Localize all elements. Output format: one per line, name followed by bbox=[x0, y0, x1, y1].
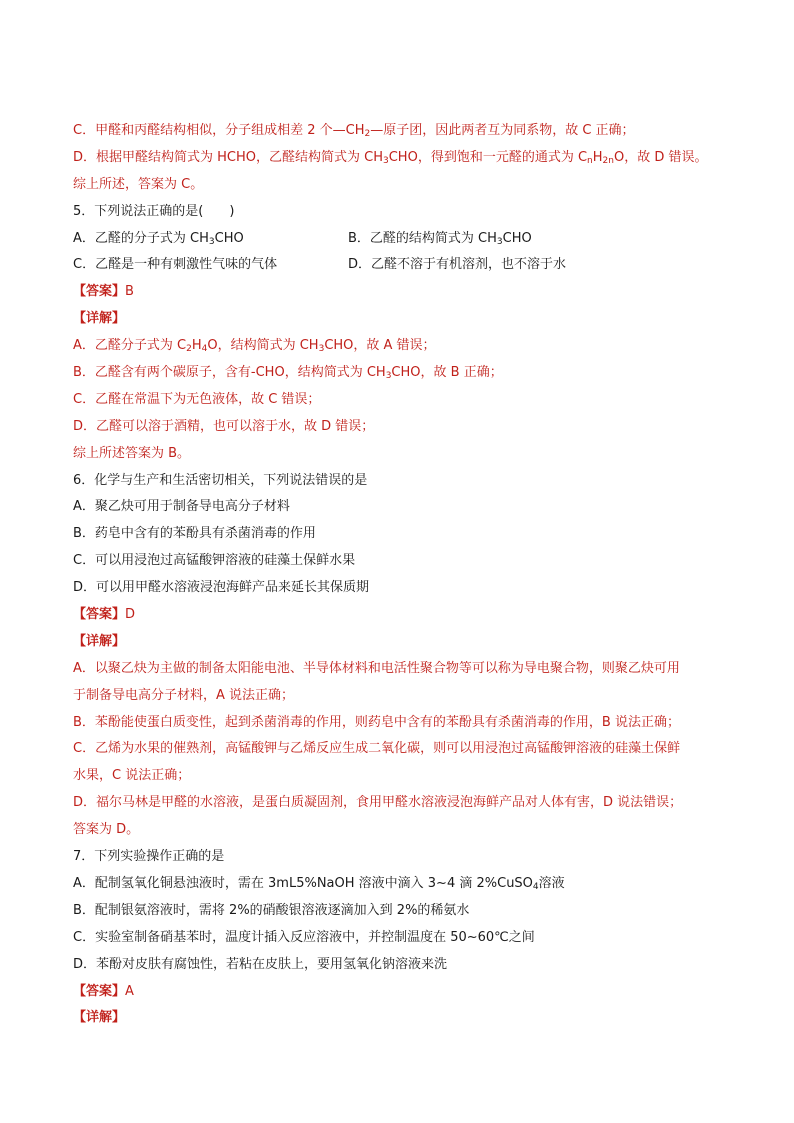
q7-answer: 【答案】A bbox=[73, 983, 134, 999]
q6-option-b: B．药皂中含有的苯酚具有杀菌消毒的作用 bbox=[73, 526, 316, 542]
q6-explanation-c-line-2: 水果，C 说法正确； bbox=[73, 768, 191, 784]
q6-explanation-a-line-2: 于制备导电高分子材料，A 说法正确； bbox=[73, 687, 295, 703]
document-page bbox=[73, 118, 733, 1032]
q6-option-a: A．聚乙炔可用于制备导电高分子材料 bbox=[73, 499, 290, 515]
q7-option-c: C．实验室制备硝基苯时，温度计插入反应溶液中，并控制温度在 50~60℃之间 bbox=[73, 929, 535, 945]
q5-option-d: D．乙醛不溶于有机溶剂，也不溶于水 bbox=[348, 257, 567, 273]
q5-option-b: B．乙醛的结构简式为 $CH_3CHO$ bbox=[348, 230, 532, 247]
q5-explanation-a: A．乙醛分子式为 $C_2H_4O$，结构简式为 $CH_3CHO$，故 A 错误； bbox=[73, 338, 436, 355]
q5-options-row-2 bbox=[73, 252, 733, 279]
q5-explanation-d: D．乙醛可以溶于酒精，也可以溶于水，故 D 错误； bbox=[73, 418, 375, 434]
prev-explanation-c: C．甲醛和丙醛结构相似，分子组成相差 2 个$—CH_2—$原子团，因此两者互为同系物，故 C 正确； bbox=[73, 123, 635, 139]
q5-summary: 综上所述答案为 B。 bbox=[73, 445, 191, 461]
q7-option-b: B．配制银氨溶液时，需将 2%的硝酸银溶液逐滴加入到 2%的稀氨水 bbox=[73, 902, 470, 918]
q5-stem: 5．下列说法正确的是( ) bbox=[73, 203, 235, 219]
q5-explanation-c: C．乙醛在常温下为无色液体，故 C 错误； bbox=[73, 391, 321, 407]
q6-stem: 6．化学与生产和生活密切相关，下列说法错误的是 bbox=[73, 472, 368, 488]
q5-option-c: C．乙醛是一种有刺激性气味的气体 bbox=[73, 257, 278, 273]
q6-detail-heading: 【详解】 bbox=[73, 633, 126, 649]
q6-explanation-d: D．福尔马林是甲醛的水溶液，是蛋白质凝固剂，食用甲醛水溶液浸泡海鲜产品对人体有害，D 说法错误； bbox=[73, 795, 683, 811]
q6-option-c: C．可以用浸泡过高锰酸钾溶液的硅藻土保鲜水果 bbox=[73, 553, 356, 569]
q5-options-row-1 bbox=[73, 226, 733, 253]
q6-option-d: D．可以用甲醛水溶液浸泡海鲜产品来延长其保质期 bbox=[73, 580, 370, 596]
prev-explanation-d: D．根据甲醛结构简式为 HCHO，乙醛结构简式为 $CH_3CHO$，得到饱和一元醛的通式为 $C_nH_{2n}O$，故 D 错误。 bbox=[73, 149, 708, 166]
q6-summary: 答案为 D。 bbox=[73, 822, 140, 838]
q5-answer: 【答案】B bbox=[73, 284, 134, 300]
q7-stem: 7．下列实验操作正确的是 bbox=[73, 849, 225, 865]
q7-option-d: D．苯酚对皮肤有腐蚀性，若粘在皮肤上，要用氢氧化钠溶液来洗 bbox=[73, 956, 448, 972]
q5-explanation-b: B．乙醛含有两个碳原子，含有-CHO，结构简式为 $CH_3CHO$，故 B 正确； bbox=[73, 365, 503, 382]
q5-detail-heading: 【详解】 bbox=[73, 311, 126, 327]
q6-explanation-c-line-1: C．乙烯为水果的催熟剂，高锰酸钾与乙烯反应生成二氧化碳，则可以用浸泡过高锰酸钾溶液的硅藻土保鲜 bbox=[73, 741, 681, 757]
q5-option-a: A．乙醛的分子式为 $CH_3CHO$ bbox=[73, 230, 244, 247]
q6-explanation-b: B．苯酚能使蛋白质变性，起到杀菌消毒的作用，则药皂中含有的苯酚具有杀菌消毒的作用，B 说法正确； bbox=[73, 714, 680, 730]
q6-answer: 【答案】D bbox=[73, 607, 136, 623]
prev-summary: 综上所述，答案为 C。 bbox=[73, 176, 204, 192]
q7-option-a: A．配制氢氧化铜悬浊液时，需在 3mL5%NaOH 溶液中滴入 3~4 滴 2%CuSO$_4$溶液 bbox=[73, 875, 565, 892]
q7-detail-heading: 【详解】 bbox=[73, 1010, 126, 1026]
q6-explanation-a-line-1: A．以聚乙炔为主做的制备太阳能电池、半导体材料和电活性聚合物等可以称为导电聚合物，则聚乙炔可用 bbox=[73, 660, 680, 676]
